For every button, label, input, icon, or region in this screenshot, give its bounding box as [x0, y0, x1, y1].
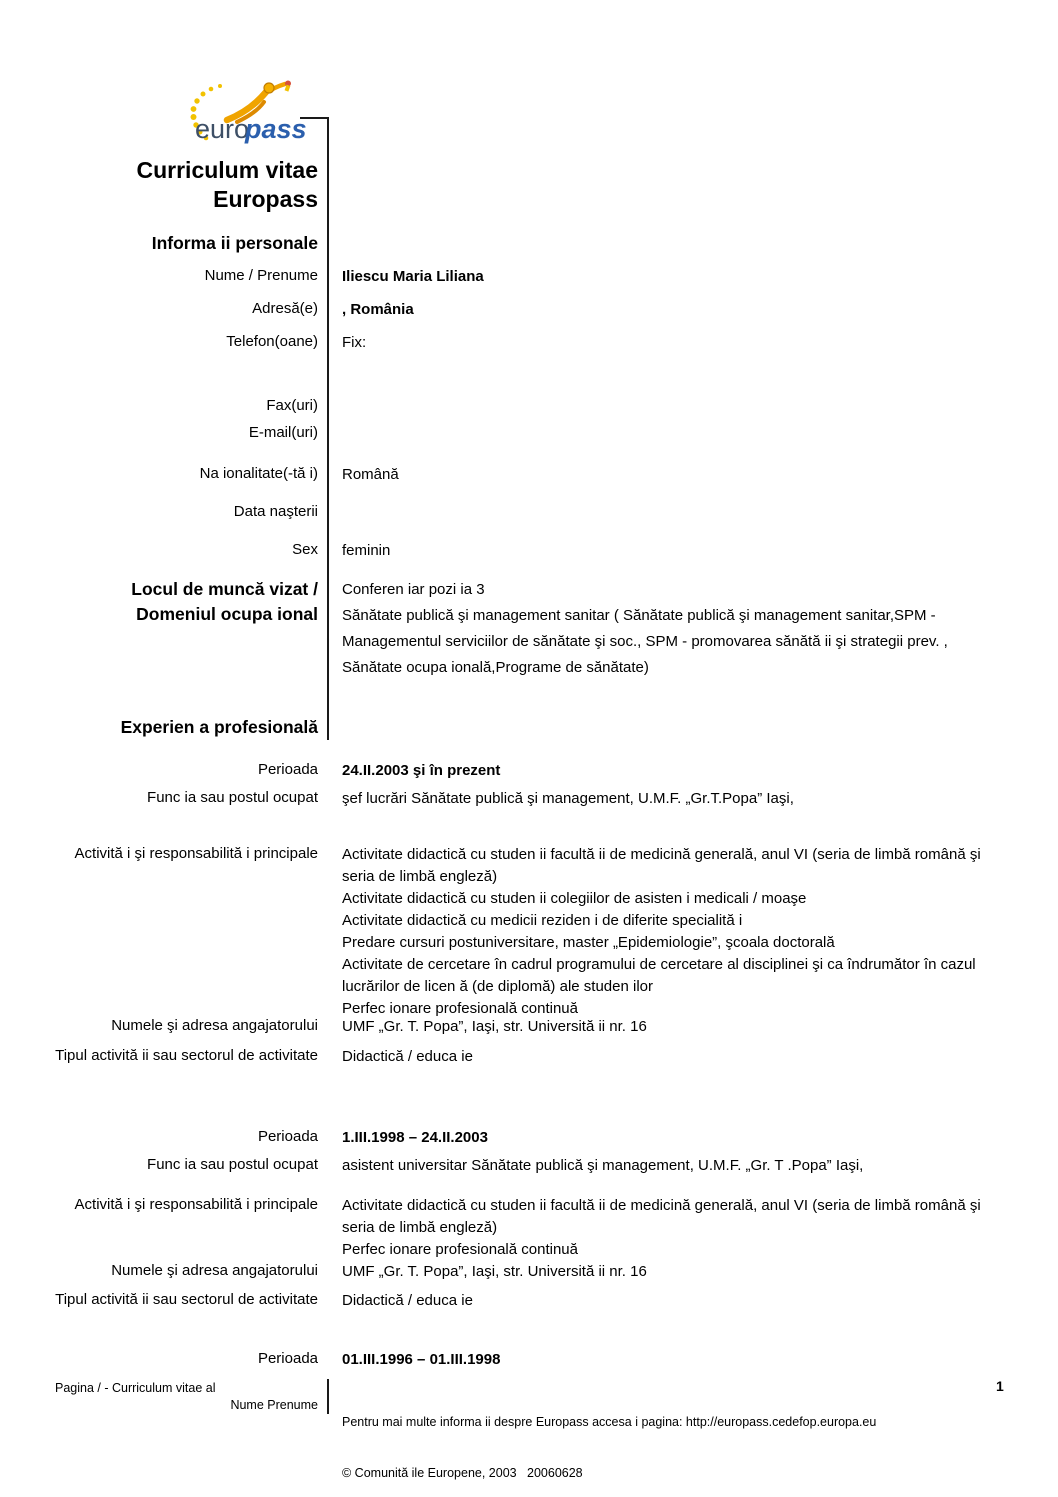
field-value — [342, 502, 1007, 521]
field-row-nume — [55, 266, 1015, 288]
job-target-position: Conferen iar pozi ia 3 — [342, 581, 485, 598]
section-heading-experience: Experien a profesională — [120, 717, 318, 737]
field-value: UMF „Gr. T. Popa”, Iaşi, str. Universită ii nr. 16 — [342, 1263, 647, 1280]
field-value: 01.III.1996 – 01.III.1998 — [342, 1351, 501, 1368]
field-row-sector-1 — [55, 1046, 1015, 1068]
activity-item: Predare cursuri postuniversitare, master „Epidemiologie”, şcoala doctorală — [342, 934, 835, 951]
field-value: asistent universitar Sănătate publică şi management, U.M.F. „Gr. T .Popa” Iaşi, — [342, 1157, 864, 1174]
field-value: 24.II.2003 şi în prezent — [342, 762, 501, 779]
field-row-activities-2 — [55, 1195, 1015, 1261]
field-value: feminin — [342, 542, 391, 559]
field-row-position-1 — [55, 788, 1015, 810]
field-label: Telefon(oane) — [226, 333, 318, 350]
job-target-label-line1: Locul de muncă vizat / — [131, 579, 318, 599]
field-row-position-2 — [55, 1155, 1015, 1177]
field-label: Nume / Prenume — [204, 267, 318, 284]
field-row-adresa — [55, 299, 1015, 321]
field-value: Iliescu Maria Liliana — [342, 268, 484, 285]
footer-europass-info: Pentru mai multe informa ii despre Europass accesa i pagina: http://europass.cedefop.europa.eu — [342, 1415, 877, 1429]
footer-right — [342, 1380, 942, 1497]
activity-item: Activitate de cercetare în cadrul programului de cercetare al disciplinei şi ca îndrumător în cazul lucrărilor de licen ă (de diplomă) ale studen ilor — [342, 956, 976, 995]
field-value: Fix: — [342, 334, 367, 351]
job-target-value — [342, 577, 990, 681]
field-label: Perioada — [257, 761, 318, 778]
field-row-period-2 — [55, 1127, 1015, 1149]
section-heading-experience-row — [55, 716, 1015, 739]
field-row-sector-2 — [55, 1290, 1015, 1312]
field-label: Na ionalitate(-tă i) — [199, 465, 318, 482]
field-value: UMF „Gr. T. Popa”, Iaşi, str. Universită ii nr. 16 — [342, 1018, 647, 1035]
field-value: Didactică / educa ie — [342, 1048, 473, 1065]
activity-item: Perfec ionare profesională continuă — [342, 1000, 578, 1017]
section-heading-personal: Informa ii personale — [151, 233, 318, 253]
europass-logo — [182, 80, 312, 151]
activity-item: Perfec ionare profesională continuă — [342, 1241, 578, 1258]
field-row-employer-2 — [55, 1261, 1015, 1283]
field-row-sex — [55, 540, 1015, 562]
field-row-data-nasterii — [55, 502, 1015, 521]
field-row-nationalitate — [55, 464, 1015, 486]
activity-item: Activitate didactică cu studen ii facultă ii de medicină generală, anul VI (seria de limbă română şi seria de limbă engleză) — [342, 846, 981, 885]
job-target-domain: Sănătate publică şi management sanitar ( Sănătate publică şi management sanitar,SPM - Managementul serviciilor de sănătate şi soc., SPM - promovarea sănătă ii şi strategii prev. , Sănătate ocupa ională,Programe de sănătate) — [342, 607, 948, 676]
cv-title-line1: Curriculum vitae — [136, 157, 318, 183]
field-label: Activită i şi responsabilită i principale — [74, 1196, 318, 1213]
cv-title-line2: Europass — [213, 186, 318, 212]
field-row-period-1 — [55, 760, 1015, 782]
field-row-activities-1 — [55, 844, 1015, 1020]
field-label: Numele şi adresa angajatorului — [111, 1017, 318, 1034]
field-value: Didactică / educa ie — [342, 1292, 473, 1309]
field-value — [342, 396, 1007, 415]
field-label: Func ia sau postul ocupat — [147, 789, 318, 806]
field-label: E-mail(uri) — [248, 424, 318, 441]
activity-item: Activitate didactică cu studen ii colegiilor de asisten i medicali / moaşe — [342, 890, 807, 907]
europass-logo-graphic — [182, 80, 312, 146]
activities-list — [342, 844, 1007, 1020]
field-label: Tipul activită ii sau sectorul de activitate — [55, 1291, 318, 1308]
field-value — [342, 423, 1007, 442]
section-heading-personal-row — [55, 232, 1015, 255]
field-label: Func ia sau postul ocupat — [147, 1156, 318, 1173]
field-row-telefon — [55, 332, 1015, 354]
field-row-employer-1 — [55, 1016, 1015, 1038]
field-label: Numele şi adresa angajatorului — [111, 1262, 318, 1279]
cv-title — [55, 156, 318, 214]
job-target-label-line2: Domeniul ocupa ional — [136, 604, 318, 624]
field-label: Perioada — [257, 1128, 318, 1145]
footer-copyright: © Comunită ile Europene, 2003 20060628 — [342, 1466, 583, 1480]
job-target-row — [55, 577, 1015, 681]
logo-word-euro: euro — [195, 114, 250, 144]
field-value: , România — [342, 301, 414, 318]
field-label: Data naşterii — [233, 503, 318, 520]
field-row-fax — [55, 396, 1015, 415]
field-label: Fax(uri) — [266, 397, 318, 414]
footer-left — [55, 1380, 318, 1414]
activity-item: Activitate didactică cu studen ii facultă ii de medicină generală, anul VI (seria de limbă română şi seria de limbă engleză) — [342, 1197, 981, 1236]
field-label: Adresă(e) — [252, 300, 318, 317]
field-row-period-3 — [55, 1349, 1015, 1371]
logo-word-pass: pass — [245, 114, 307, 144]
activities-list — [342, 1195, 1007, 1261]
field-value: 1.III.1998 – 24.II.2003 — [342, 1129, 488, 1146]
job-target-label — [55, 577, 318, 681]
field-value: Română — [342, 466, 399, 483]
field-label: Sex — [292, 541, 318, 558]
activity-item: Activitate didactică cu medicii reziden i de diferite specialită i — [342, 912, 743, 929]
footer-page-label: Pagina / - Curriculum vitae al — [55, 1381, 216, 1395]
field-row-email — [55, 423, 1015, 442]
field-value: şef lucrări Sănătate publică şi management, U.M.F. „Gr.T.Popa” Iaşi, — [342, 790, 794, 807]
footer-divider-line — [327, 1379, 329, 1414]
field-label: Activită i şi responsabilită i principale — [74, 845, 318, 862]
page-number: 1 — [996, 1378, 1004, 1394]
field-label: Perioada — [257, 1350, 318, 1367]
field-label: Tipul activită ii sau sectorul de activitate — [55, 1047, 318, 1064]
footer-name-label: Nume Prenume — [230, 1398, 318, 1412]
